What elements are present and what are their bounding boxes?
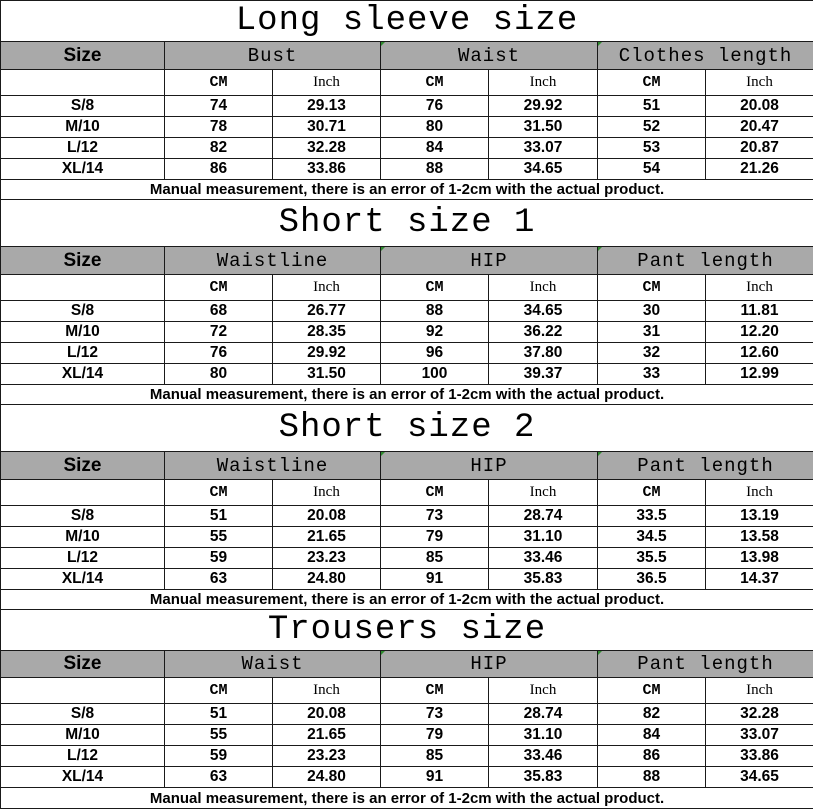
group-header-label: Bust	[247, 44, 298, 67]
measurement-group-header	[381, 452, 598, 480]
size-label: M/10	[1, 322, 165, 343]
group-header-label: Waist	[241, 653, 304, 675]
measurement-value: 36.22	[489, 322, 598, 343]
cell-comment-marker-icon	[381, 452, 385, 456]
section-title-row	[1, 405, 813, 452]
measurement-value: 34.65	[489, 301, 598, 322]
unit-label: CM	[165, 480, 273, 506]
measurement-value: 33	[598, 364, 706, 385]
measurement-value: 72	[165, 322, 273, 343]
unit-row	[1, 480, 813, 506]
measurement-value: 30	[598, 301, 706, 322]
size-label: M/10	[1, 527, 165, 548]
measurement-value: 73	[381, 704, 489, 725]
size-column-header: Size	[1, 247, 165, 275]
note-row	[1, 788, 813, 809]
size-row	[1, 159, 813, 180]
measurement-value: 33.86	[706, 746, 813, 767]
measurement-value: 20.87	[706, 138, 813, 159]
measurement-disclaimer: Manual measurement, there is an error of 1-2cm with the actual product.	[1, 180, 813, 200]
cell-comment-marker-icon	[381, 651, 385, 655]
empty-size-cell	[1, 480, 165, 506]
section-title-short-size-2: Short size 2	[1, 405, 813, 452]
measurement-value: 34.65	[489, 159, 598, 180]
measurement-value: 13.19	[706, 506, 813, 527]
group-header-row	[1, 247, 813, 275]
measurement-value: 33.07	[489, 138, 598, 159]
size-column-header: Size	[1, 42, 165, 70]
group-header-label: Waistline	[216, 249, 329, 272]
size-row	[1, 301, 813, 322]
size-label: S/8	[1, 301, 165, 322]
measurement-value: 84	[381, 138, 489, 159]
measurement-group-header	[381, 651, 598, 678]
unit-label: CM	[598, 678, 706, 704]
measurement-group-header	[381, 42, 598, 70]
size-label: L/12	[1, 138, 165, 159]
unit-row	[1, 275, 813, 301]
measurement-value: 13.58	[706, 527, 813, 548]
unit-label: Inch	[273, 678, 381, 704]
group-header-row	[1, 452, 813, 480]
measurement-value: 86	[165, 159, 273, 180]
measurement-value: 39.37	[489, 364, 598, 385]
measurement-value: 91	[381, 569, 489, 590]
measurement-group-header	[165, 651, 381, 678]
measurement-value: 29.13	[273, 96, 381, 117]
measurement-value: 31.10	[489, 527, 598, 548]
measurement-value: 20.08	[273, 704, 381, 725]
measurement-value: 82	[598, 704, 706, 725]
measurement-value: 79	[381, 527, 489, 548]
size-row	[1, 767, 813, 788]
measurement-value: 84	[598, 725, 706, 746]
unit-label: Inch	[489, 70, 598, 96]
unit-label: CM	[381, 678, 489, 704]
group-header-label: Pant length	[637, 454, 774, 477]
measurement-value: 59	[165, 548, 273, 569]
measurement-value: 20.08	[706, 96, 813, 117]
measurement-value: 23.23	[273, 548, 381, 569]
measurement-value: 28.74	[489, 704, 598, 725]
measurement-value: 96	[381, 343, 489, 364]
measurement-value: 51	[165, 704, 273, 725]
unit-label: CM	[381, 70, 489, 96]
size-row	[1, 138, 813, 159]
cell-comment-marker-icon	[598, 247, 602, 251]
measurement-value: 14.37	[706, 569, 813, 590]
unit-label: CM	[165, 678, 273, 704]
measurement-value: 24.80	[273, 569, 381, 590]
measurement-value: 54	[598, 159, 706, 180]
cell-comment-marker-icon	[598, 651, 602, 655]
measurement-value: 23.23	[273, 746, 381, 767]
size-label: L/12	[1, 548, 165, 569]
measurement-group-header	[598, 651, 813, 678]
measurement-value: 31.10	[489, 725, 598, 746]
section-title-short-size-1: Short size 1	[1, 200, 813, 247]
size-row	[1, 322, 813, 343]
measurement-value: 13.98	[706, 548, 813, 569]
size-label: L/12	[1, 343, 165, 364]
note-row	[1, 385, 813, 405]
group-header-label: Pant length	[637, 653, 774, 675]
unit-row	[1, 70, 813, 96]
unit-label: Inch	[489, 275, 598, 301]
cell-comment-marker-icon	[598, 452, 602, 456]
measurement-value: 32.28	[273, 138, 381, 159]
unit-row	[1, 678, 813, 704]
measurement-value: 63	[165, 569, 273, 590]
measurement-value: 88	[598, 767, 706, 788]
unit-label: Inch	[489, 678, 598, 704]
size-row	[1, 96, 813, 117]
measurement-value: 33.86	[273, 159, 381, 180]
section-title-long-sleeve-size: Long sleeve size	[1, 1, 813, 42]
measurement-value: 26.77	[273, 301, 381, 322]
measurement-value: 35.83	[489, 767, 598, 788]
unit-label: Inch	[706, 678, 813, 704]
size-row	[1, 527, 813, 548]
empty-size-cell	[1, 678, 165, 704]
cell-comment-marker-icon	[598, 42, 602, 46]
note-row	[1, 180, 813, 200]
measurement-disclaimer: Manual measurement, there is an error of 1-2cm with the actual product.	[1, 590, 813, 610]
unit-label: Inch	[273, 70, 381, 96]
size-column-header: Size	[1, 651, 165, 678]
size-label: XL/14	[1, 569, 165, 590]
measurement-value: 51	[165, 506, 273, 527]
size-row	[1, 364, 813, 385]
unit-label: Inch	[706, 275, 813, 301]
measurement-value: 33.46	[489, 548, 598, 569]
measurement-value: 34.5	[598, 527, 706, 548]
measurement-value: 33.5	[598, 506, 706, 527]
group-header-label: HIP	[470, 454, 508, 477]
measurement-value: 12.60	[706, 343, 813, 364]
size-label: XL/14	[1, 159, 165, 180]
measurement-value: 24.80	[273, 767, 381, 788]
size-row	[1, 704, 813, 725]
size-label: L/12	[1, 746, 165, 767]
group-header-label: Pant length	[637, 249, 774, 272]
measurement-value: 78	[165, 117, 273, 138]
measurement-value: 34.65	[706, 767, 813, 788]
size-row	[1, 506, 813, 527]
measurement-value: 33.07	[706, 725, 813, 746]
measurement-value: 36.5	[598, 569, 706, 590]
size-label: S/8	[1, 704, 165, 725]
measurement-value: 88	[381, 159, 489, 180]
measurement-value: 21.65	[273, 527, 381, 548]
measurement-value: 55	[165, 725, 273, 746]
measurement-group-header	[165, 247, 381, 275]
measurement-value: 12.20	[706, 322, 813, 343]
cell-comment-marker-icon	[381, 42, 385, 46]
unit-label: CM	[598, 275, 706, 301]
group-header-label: HIP	[470, 249, 508, 272]
measurement-value: 29.92	[489, 96, 598, 117]
unit-label: CM	[598, 480, 706, 506]
unit-label: Inch	[706, 70, 813, 96]
section-title-row	[1, 610, 813, 651]
measurement-value: 31.50	[273, 364, 381, 385]
measurement-value: 91	[381, 767, 489, 788]
measurement-value: 21.26	[706, 159, 813, 180]
measurement-value: 11.81	[706, 301, 813, 322]
measurement-value: 86	[598, 746, 706, 767]
measurement-value: 20.47	[706, 117, 813, 138]
unit-label: CM	[165, 275, 273, 301]
measurement-value: 55	[165, 527, 273, 548]
measurement-disclaimer: Manual measurement, there is an error of 1-2cm with the actual product.	[1, 788, 813, 809]
measurement-value: 28.74	[489, 506, 598, 527]
measurement-disclaimer: Manual measurement, there is an error of 1-2cm with the actual product.	[1, 385, 813, 405]
measurement-value: 35.5	[598, 548, 706, 569]
measurement-value: 52	[598, 117, 706, 138]
measurement-value: 31	[598, 322, 706, 343]
measurement-group-header	[381, 247, 598, 275]
measurement-value: 12.99	[706, 364, 813, 385]
measurement-group-header	[598, 247, 813, 275]
measurement-value: 100	[381, 364, 489, 385]
measurement-value: 53	[598, 138, 706, 159]
group-header-row	[1, 42, 813, 70]
measurement-value: 37.80	[489, 343, 598, 364]
measurement-value: 33.46	[489, 746, 598, 767]
group-header-label: Waist	[457, 44, 520, 67]
measurement-group-header	[165, 452, 381, 480]
size-label: M/10	[1, 725, 165, 746]
size-row	[1, 725, 813, 746]
size-row	[1, 343, 813, 364]
measurement-group-header	[598, 452, 813, 480]
cell-comment-marker-icon	[381, 247, 385, 251]
measurement-value: 88	[381, 301, 489, 322]
group-header-label: HIP	[470, 653, 508, 675]
measurement-value: 32	[598, 343, 706, 364]
measurement-group-header	[598, 42, 813, 70]
measurement-value: 63	[165, 767, 273, 788]
size-label: M/10	[1, 117, 165, 138]
unit-label: Inch	[489, 480, 598, 506]
size-row	[1, 117, 813, 138]
measurement-value: 76	[165, 343, 273, 364]
size-row	[1, 746, 813, 767]
unit-label: Inch	[706, 480, 813, 506]
size-label: XL/14	[1, 767, 165, 788]
measurement-value: 82	[165, 138, 273, 159]
measurement-value: 92	[381, 322, 489, 343]
size-row	[1, 548, 813, 569]
measurement-value: 59	[165, 746, 273, 767]
measurement-group-header	[165, 42, 381, 70]
group-header-label: Waistline	[216, 454, 329, 477]
unit-label: Inch	[273, 480, 381, 506]
unit-label: CM	[165, 70, 273, 96]
measurement-value: 85	[381, 548, 489, 569]
empty-size-cell	[1, 275, 165, 301]
measurement-value: 79	[381, 725, 489, 746]
measurement-value: 85	[381, 746, 489, 767]
measurement-value: 76	[381, 96, 489, 117]
group-header-label: Clothes length	[618, 44, 793, 67]
section-title-row	[1, 1, 813, 42]
measurement-value: 32.28	[706, 704, 813, 725]
measurement-value: 28.35	[273, 322, 381, 343]
measurement-value: 73	[381, 506, 489, 527]
size-column-header: Size	[1, 452, 165, 480]
size-label: S/8	[1, 506, 165, 527]
empty-size-cell	[1, 70, 165, 96]
measurement-value: 74	[165, 96, 273, 117]
note-row	[1, 590, 813, 610]
size-row	[1, 569, 813, 590]
unit-label: Inch	[273, 275, 381, 301]
unit-label: CM	[381, 275, 489, 301]
measurement-value: 20.08	[273, 506, 381, 527]
measurement-value: 35.83	[489, 569, 598, 590]
measurement-value: 21.65	[273, 725, 381, 746]
measurement-value: 29.92	[273, 343, 381, 364]
measurement-value: 31.50	[489, 117, 598, 138]
section-title-trousers-size: Trousers size	[1, 610, 813, 651]
unit-label: CM	[381, 480, 489, 506]
group-header-row	[1, 651, 813, 678]
measurement-value: 80	[165, 364, 273, 385]
section-title-row	[1, 200, 813, 247]
measurement-value: 30.71	[273, 117, 381, 138]
unit-label: CM	[598, 70, 706, 96]
size-chart-body	[1, 1, 813, 809]
size-label: S/8	[1, 96, 165, 117]
measurement-value: 51	[598, 96, 706, 117]
measurement-value: 68	[165, 301, 273, 322]
measurement-value: 80	[381, 117, 489, 138]
size-label: XL/14	[1, 364, 165, 385]
